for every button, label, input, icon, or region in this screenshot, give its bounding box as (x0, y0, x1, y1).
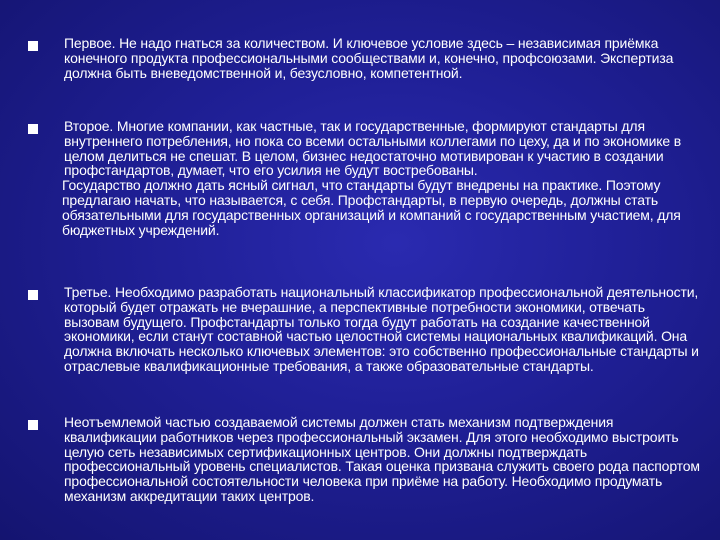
bullet-item-4 (28, 415, 700, 504)
bullet-item-1 (28, 36, 700, 80)
paragraph-fourth: Неотъемлемой частью создаваемой системы должен стать механизм подтверждения квалификации работников через профессиональный экзамен. Для этого необходимо выстроить целую сеть независимых сертификационных центров. Они должны подтверждать профессиональный уровень специалистов. Такая оценка призвана служить своего рода паспортом профессиональной состоятельности человека при приёме на работу. Необходимо продумать механизм аккредитации таких центров. (64, 414, 700, 504)
paragraph-second-continued: Государство должно дать ясный сигнал, что стандарты будут внедрены на практике. Поэтому предлагаю начать, что называется, с себя. Профстандарты, в первую очередь, должны стать обязательными для государственных организаций и компаний с государственным участием, для бюджетных учреждений. (62, 177, 681, 238)
paragraph-second: Второе. Многие компании, как частные, так и государственные, формируют стандарты для внутреннего потребления, но пока со всеми остальными коллегами по цеху, да и по экономике в целом делиться не спешат. В целом, бизнес недостаточно мотивирован к участию в создании профстандартов, думает, что его усилия не будут востребованы. (64, 118, 682, 179)
square-bullet-icon (28, 420, 38, 430)
paragraph-first: Первое. Не надо гнаться за количеством. И ключевое условие здесь – независимая приёмка конечного продукта профессиональными сообществами и, конечно, профсоюзами. Экспертиза должна быть вневедомственной и, безусловно, компетентной. (64, 35, 674, 81)
bullet-item-3 (28, 285, 700, 374)
square-bullet-icon (28, 124, 38, 134)
square-bullet-icon (28, 41, 38, 51)
paragraph-third: Третье. Необходимо разработать национальный классификатор профессиональной деятельности, который будет отражать не вчерашние, а перспективные потребности экономики, отвечать вызовам будущего. Профстандарты только тогда будут работать на создание качественной экономики, если станут составной частью целостной системы национальных квалификаций. Она должна включать несколько ключевых элементов: это собственно профессиональные стандарты и отраслевые квалификационные требования, а также образовательные стандарты. (64, 284, 699, 374)
square-bullet-icon (28, 290, 38, 300)
bullet-item-2 (28, 119, 700, 237)
